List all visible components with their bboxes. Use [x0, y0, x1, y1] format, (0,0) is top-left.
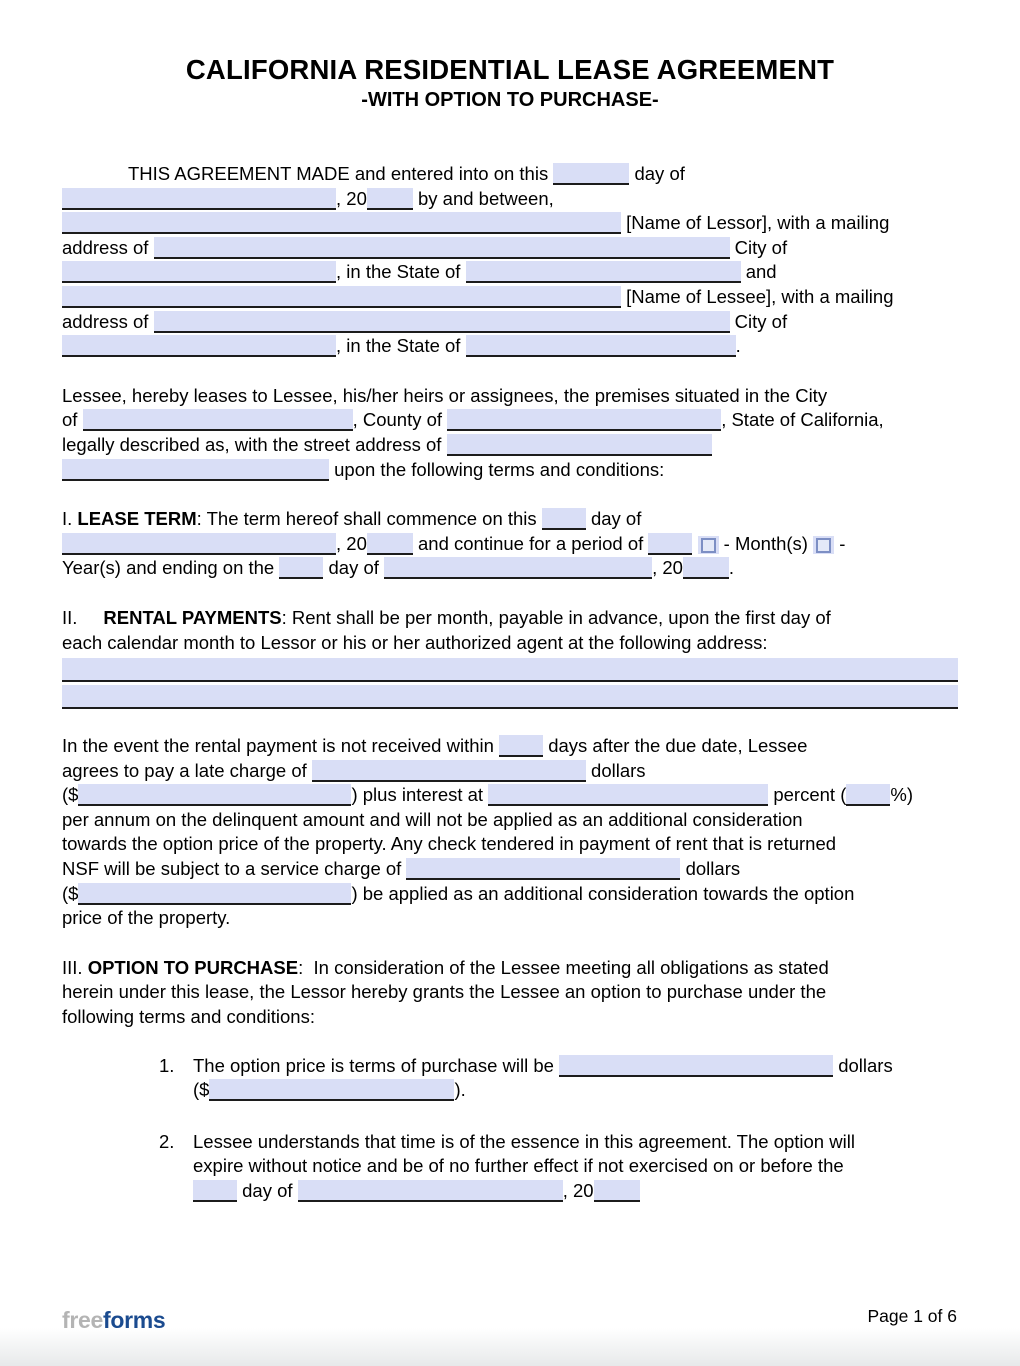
text-run: III. — [62, 956, 88, 978]
freeforms-logo — [62, 1308, 165, 1333]
option-list-item-2 — [159, 1130, 958, 1204]
text-run: : The term hereof shall commence on this — [196, 508, 542, 530]
text-run: Lessee, hereby leases to Lessee, his/her heirs or assignees, the premises situated in the City — [62, 384, 828, 406]
text-run: . — [728, 557, 735, 579]
text-run: agrees to pay a late charge of — [62, 759, 312, 781]
text-run: , in the State of — [336, 261, 466, 283]
text-run: %) — [890, 784, 913, 806]
text-run: legally described as, with the street address of — [62, 433, 447, 455]
months-checkbox[interactable] — [698, 536, 719, 554]
text-run: herein under this lease, the Lessor hereby grants the Lessee an option to purchase under the — [62, 981, 827, 1003]
years-checkbox[interactable] — [813, 536, 834, 554]
lease-end-month-blank[interactable] — [384, 557, 652, 579]
text-run: . — [735, 335, 741, 357]
lease-start-year-blank[interactable] — [367, 533, 413, 555]
text-run: In the event the rental payment is not received within — [62, 735, 500, 757]
text-run: : Rent shall be per month, payable in advance, upon the first day of — [281, 606, 831, 628]
text-run: , 20 — [652, 557, 683, 579]
logo-forms-text: forms — [103, 1307, 166, 1334]
late-charge-amount-blank[interactable] — [78, 784, 351, 806]
page-indicator: Page 1 of 6 — [867, 1306, 957, 1327]
text-run: ). — [454, 1079, 466, 1101]
text-run: ($ — [62, 784, 79, 806]
option-price-amount-blank[interactable] — [209, 1079, 454, 1101]
text-run: , in the State of — [336, 335, 466, 357]
text-run: The option price is terms of purchase will be — [193, 1054, 560, 1076]
option-expiry-month-blank[interactable] — [298, 1180, 563, 1202]
text-run: , 20 — [562, 1180, 594, 1201]
lessee-city-blank[interactable] — [62, 335, 336, 357]
option-list-item-1 — [159, 1054, 958, 1103]
text-run: day of — [323, 557, 385, 579]
lease-start-day-blank[interactable] — [542, 508, 586, 530]
late-charge-paragraph — [62, 734, 958, 931]
checkbox-icon — [816, 538, 831, 553]
text-run: upon the following terms and conditions: — [329, 458, 665, 480]
option-expiry-year-blank[interactable] — [594, 1180, 640, 1202]
text-run: RENTAL PAYMENTS — [103, 606, 282, 628]
spacer — [77, 623, 103, 624]
text-run: City of — [729, 310, 788, 332]
lessee-name-blank[interactable] — [62, 286, 621, 308]
page-bottom-gradient — [0, 1328, 1020, 1366]
commencement-month-blank[interactable] — [62, 188, 336, 210]
premises-paragraph — [62, 384, 958, 482]
text-run: , County of — [352, 409, 448, 431]
text-run: ) plus interest at — [351, 784, 489, 806]
lease-period-blank[interactable] — [648, 533, 692, 555]
nsf-charge-words-blank[interactable] — [406, 858, 680, 880]
payment-address-blank-1[interactable] — [62, 658, 958, 682]
text-run: and — [740, 261, 777, 283]
lessee-address-blank[interactable] — [154, 311, 730, 333]
text-run: THIS AGREEMENT MADE and entered into on this — [128, 163, 554, 184]
text-run: percent ( — [768, 784, 847, 806]
text-run: following terms and conditions: — [62, 1006, 315, 1028]
text-run: expire without notice and be of no further effect if not exercised on or before the — [193, 1155, 844, 1177]
lease-start-month-blank[interactable] — [62, 533, 336, 555]
text-run: - Month(s) — [718, 532, 814, 554]
lessor-state-blank[interactable] — [466, 261, 741, 283]
text-run: , State of California, — [721, 409, 884, 431]
text-run: - — [834, 532, 846, 554]
text-run: towards the option price of the property. Any check tendered in payment of rent that is returned — [62, 833, 837, 855]
text-run: address of — [62, 236, 154, 258]
lessor-address-blank[interactable] — [154, 237, 730, 259]
text-run: ($ — [193, 1079, 210, 1101]
list-item-body — [193, 1130, 958, 1204]
text-run: Lessee understands that time is of the essence in this agreement. The option will — [193, 1130, 855, 1152]
text-run: of — [62, 409, 83, 431]
document-content — [0, 54, 1020, 1204]
text-run: [Name of Lessor], with a mailing — [621, 212, 890, 234]
commencement-day-blank[interactable] — [553, 163, 629, 185]
text-run: NSF will be subject to a service charge of — [62, 858, 407, 880]
text-run: dollars — [833, 1054, 893, 1076]
street-address-blank-1[interactable] — [447, 434, 712, 456]
text-run: ($ — [62, 882, 79, 904]
logo-free-text: free — [62, 1307, 103, 1334]
interest-rate-words-blank[interactable] — [488, 784, 768, 806]
text-run: day of — [237, 1180, 298, 1201]
intro-paragraph — [62, 162, 958, 359]
text-run: by and between, — [412, 187, 554, 209]
nsf-charge-amount-blank[interactable] — [78, 883, 351, 905]
document-subtitle: -WITH OPTION TO PURCHASE- — [361, 89, 659, 111]
payment-address-blank-2[interactable] — [62, 685, 958, 709]
option-price-words-blank[interactable] — [559, 1055, 833, 1077]
document-title: CALIFORNIA RESIDENTIAL LEASE AGREEMENT — [185, 54, 835, 85]
checkbox-icon — [701, 538, 716, 553]
lessee-state-blank[interactable] — [466, 335, 736, 357]
lessor-city-blank[interactable] — [62, 261, 336, 283]
lease-term-section — [62, 507, 958, 581]
text-run: City of — [729, 236, 788, 258]
premises-city-blank[interactable] — [83, 409, 353, 431]
late-charge-words-blank[interactable] — [312, 760, 586, 782]
text-run: , 20 — [336, 532, 367, 554]
text-run: address of — [62, 310, 154, 332]
text-run: dollars — [585, 759, 646, 781]
text-run: , 20 — [336, 187, 367, 209]
premises-county-blank[interactable] — [447, 409, 721, 431]
option-to-purchase-section — [62, 956, 958, 1030]
option-expiry-day-blank[interactable] — [193, 1180, 237, 1202]
text-run: : In consideration of the Lessee meeting all obligations as stated — [298, 956, 829, 978]
list-item-body — [193, 1054, 958, 1103]
text-run: day of — [629, 163, 685, 184]
text-run: day of — [585, 508, 642, 530]
lease-end-day-blank[interactable] — [279, 557, 323, 579]
text-run: LEASE TERM — [77, 508, 197, 530]
list-number: 1. — [159, 1054, 175, 1076]
text-run: OPTION TO PURCHASE — [87, 956, 299, 978]
lessor-name-blank[interactable] — [62, 212, 621, 234]
text-run: and continue for a period of — [412, 532, 649, 554]
text-run: II. — [62, 606, 78, 628]
grace-days-blank[interactable] — [499, 735, 543, 757]
text-run: price of the property. — [62, 907, 231, 929]
text-run: ) be applied as an additional consideration towards the option — [351, 882, 855, 904]
rental-payments-section — [62, 606, 958, 709]
interest-rate-percent-blank[interactable] — [846, 784, 890, 806]
commencement-year-blank[interactable] — [367, 188, 413, 210]
list-number: 2. — [159, 1130, 175, 1152]
text-run: each calendar month to Lessor or his or her authorized agent at the following address: — [62, 631, 768, 653]
text-run: Year(s) and ending on the — [62, 557, 280, 579]
text-run: I. — [62, 508, 78, 530]
lease-end-year-blank[interactable] — [683, 557, 729, 579]
text-run: days after the due date, Lessee — [543, 735, 808, 757]
text-run: per annum on the delinquent amount and will not be applied as an additional consideration — [62, 808, 803, 830]
text-run: dollars — [680, 858, 741, 880]
street-address-blank-2[interactable] — [62, 459, 329, 481]
text-run: [Name of Lessee], with a mailing — [621, 285, 894, 307]
